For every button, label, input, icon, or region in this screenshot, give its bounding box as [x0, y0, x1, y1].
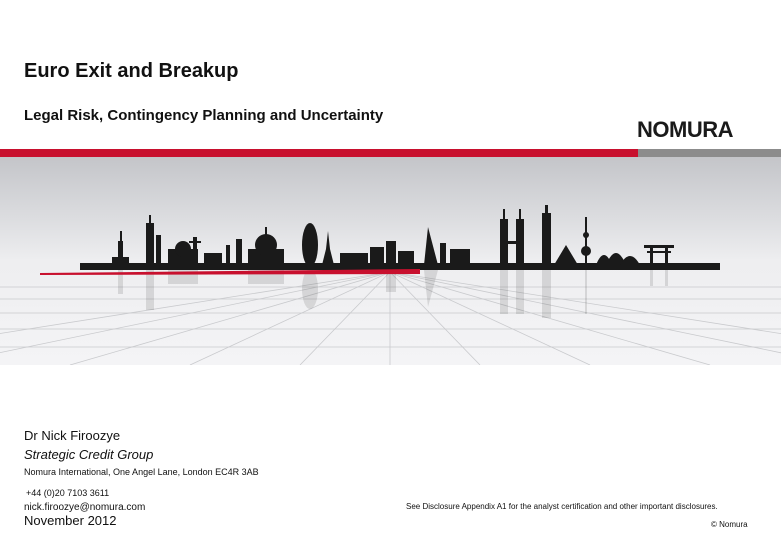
document-subtitle: Legal Risk, Contingency Planning and Uncertainty [24, 107, 384, 124]
nomura-logo: NOMURA [637, 117, 733, 142]
document-title: Euro Exit and Breakup [24, 60, 239, 82]
brand-band-red [0, 149, 638, 157]
copyright-notice: © Nomura [711, 520, 748, 529]
author-email: nick.firoozye@nomura.com [24, 502, 146, 513]
brand-band-grey [638, 149, 781, 157]
author-address: Nomura International, One Angel Lane, London EC4R 3AB [24, 467, 259, 477]
hero-skyline-image [0, 157, 781, 365]
author-name: Dr Nick Firoozye [24, 428, 121, 443]
publication-date: November 2012 [24, 513, 117, 528]
author-phone: +44 (0)20 7103 3611 [26, 488, 110, 498]
disclosure-note: See Disclosure Appendix A1 for the analyst certification and other important disclosures. [406, 502, 718, 511]
skyline-graphic [0, 157, 781, 365]
author-group: Strategic Credit Group [24, 447, 154, 462]
skyline-reflection [118, 269, 668, 318]
landmark-silhouettes [80, 205, 720, 270]
